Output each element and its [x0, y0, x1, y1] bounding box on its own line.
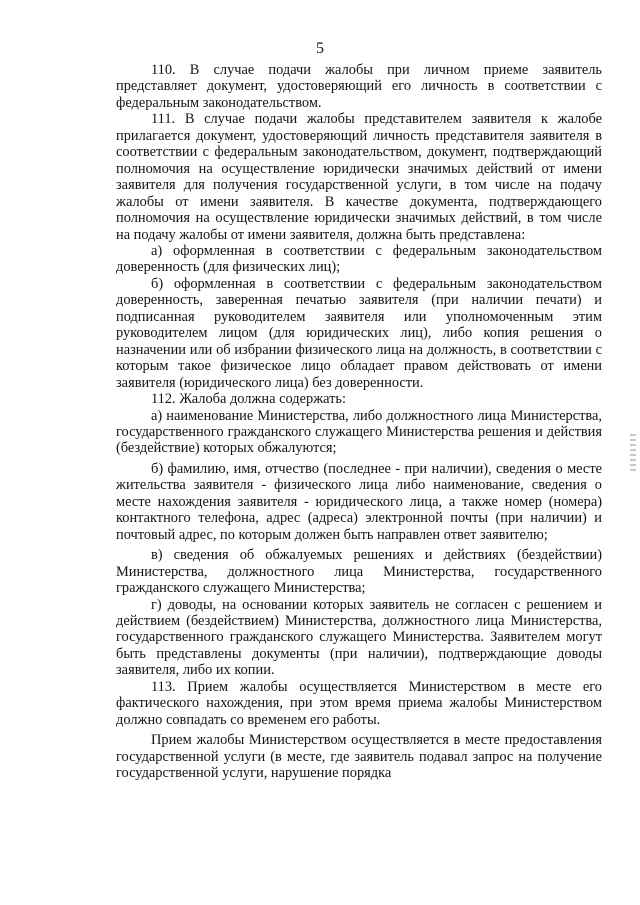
paragraph-112-item-g: г) доводы, на основании которых заявитель не согласен с решением и действием (бездействием) Министерства, должностного лица Министерства, государственного гражданского служащего Министерства. Заявителем могут быть представлены документы (при наличии), подтверждающие доводы заявителя, либо их копии. — [116, 596, 602, 679]
paragraph-113: 113. Прием жалобы осуществляется Министерством в месте его фактического нахождения, при этом время приема жалобы Министерством должно совпадать со временем его работы. — [116, 678, 602, 728]
document-body — [116, 62, 602, 781]
paragraph-113-continued: Прием жалобы Министерством осуществляется в месте предоставления государственной услуги (в месте, где заявитель подавал запрос на получение государственной услуги, нарушение порядка — [116, 732, 602, 782]
paragraph-112: 112. Жалоба должна содержать: — [151, 391, 346, 408]
paragraph-112-item-v: в) сведения об обжалуемых решениях и действиях (бездействии) Министерства, должностного лица Министерства, государственного гражданского служащего Министерства; — [116, 547, 602, 597]
scan-margin-mark — [630, 434, 636, 474]
paragraph-111-item-a: а) оформленная в соответствии с федеральным законодательством доверенность (для физических лиц); — [116, 242, 602, 276]
paragraph-111-item-b: б) оформленная в соответствии с федеральным законодательством доверенность, заверенная печатью заявителя (при наличии печати) и подписанная руководителем заявителя или уполномоченным этим руководителем лицом (для юридических лиц), либо копия решения о назначении или об избрании физического лица на должность, в соответствии с которым такое физическое лицо обладает правом действовать от имени заявителя (юридического лица) без доверенности. — [116, 275, 602, 391]
paragraph-110: 110. В случае подачи жалобы при личном приеме заявитель представляет документ, удостоверяющий его личность в соответствии с федеральным законодательством. — [116, 62, 602, 111]
paragraph-112-item-a: а) наименование Министерства, либо должностного лица Министерства, государственного гражданского служащего Министерства решения и действия (бездействие) которых обжалуются; — [116, 407, 602, 457]
page-number: 5 — [316, 40, 324, 57]
paragraph-111: 111. В случае подачи жалобы представителем заявителя к жалобе прилагается документ, удостоверяющий личность представителя заявителя в соответствии с федеральным законодательством, документ, подтверждающий полномочия на осуществление юридически значимых действий от имени заявителя для получения государственной услуги, в том числе на подачу жалобы от имени заявителя. В качестве документа, подтверждающего полномочия на осуществление юридически значимых действий, в том числе на подачу жалобы от имени заявителя, должна быть представлена: — [116, 111, 602, 243]
paragraph-112-item-b: б) фамилию, имя, отчество (последнее - при наличии), сведения о месте жительства заявителя - физического лица либо наименование, сведения о месте нахождения заявителя - юридического лица, а также номер (номера) контактного телефона, адрес (адреса) электронной почты (при наличии) и почтовый адрес, по которым должен быть направлен ответ заявителю; — [116, 460, 602, 543]
